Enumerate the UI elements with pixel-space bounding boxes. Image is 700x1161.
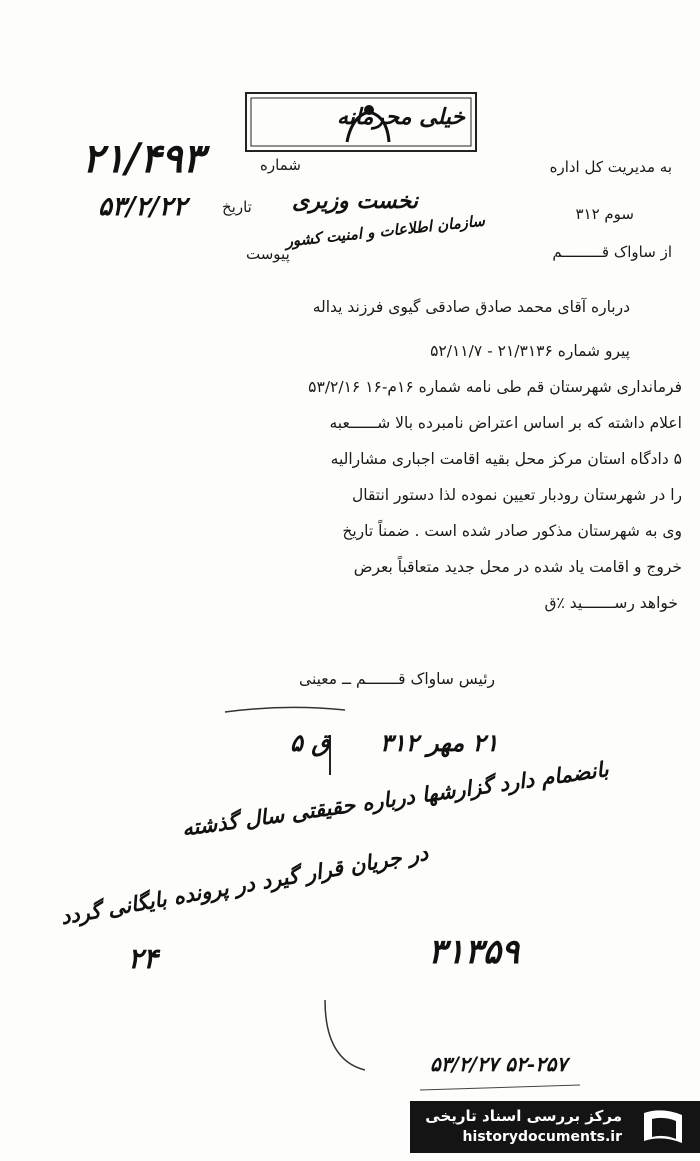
number-label: شماره bbox=[260, 156, 301, 174]
archive-url: historydocuments.ir bbox=[462, 1129, 622, 1145]
body-line: فرمانداری شهرستان قم طی نامه شماره ۱۶م-۱۶ ۵۳/۲/۱۶ bbox=[308, 378, 682, 396]
signature-line: رئیس ساواک قـــــــم ــ معینی bbox=[299, 670, 495, 688]
handwritten-note: ۲۴ bbox=[128, 942, 159, 975]
handwritten-note: ق ۵ bbox=[290, 728, 330, 757]
archive-book-icon bbox=[638, 1105, 688, 1149]
to-line: به مدیریت کل اداره bbox=[549, 158, 672, 176]
body-line: ۵ دادگاه استان مرکز محل بقیه اقامت اجباری مشارالیه bbox=[330, 450, 682, 468]
archive-title: مرکز بررسی اسناد تاریخی bbox=[425, 1107, 622, 1125]
stamp-text: خیلی محرمانه bbox=[336, 104, 465, 130]
org-name: سازمان اطلاعات و امنیت کشور bbox=[284, 211, 486, 251]
handwritten-note: ۳۱۳۵۹ bbox=[428, 932, 520, 972]
body-line: اعلام داشته که بر اساس اعتراض نامبرده بالا شــــــعبه bbox=[329, 414, 682, 432]
handwritten-note: در جریان قرار گیرد در پرونده بایگانی گردد bbox=[58, 839, 430, 930]
subject-line: درباره آقای محمد صادق صادقی گیوی فرزند یداله bbox=[312, 298, 630, 316]
section: سوم ۳۱۲ bbox=[575, 205, 634, 223]
handwritten-note: ۵۳/۲/۲۷ ۵۲-۲۵۷ bbox=[430, 1052, 568, 1076]
body-line: وی به شهرستان مذکور صادر شده است . ضمناً تاریخ bbox=[342, 522, 682, 540]
date-label: تاریخ bbox=[222, 198, 252, 216]
number-value: ۲۱/۴۹۳ bbox=[82, 135, 205, 182]
attachment-label: پیوست bbox=[246, 245, 290, 263]
handwritten-note: ۲۱ مهر ۳۱۲ bbox=[380, 728, 499, 757]
body-line: خروج و اقامت یاد شده در محل جدید متعاقباً بعرض bbox=[353, 558, 682, 576]
ministry-name: نخست وزیری bbox=[292, 188, 418, 214]
archive-logo-bar bbox=[410, 1101, 700, 1153]
from-line: از ساواک قـــــــــم bbox=[552, 243, 672, 261]
handwritten-note: بانضمام دارد گزارشها درباره حقیقتی سال گذشته bbox=[180, 756, 611, 841]
body-line: خواهد رســـــــید ٪ق bbox=[544, 594, 678, 612]
date-value: ۵۳/۲/۲۲ bbox=[98, 192, 187, 222]
body-line: را در شهرستان رودبار تعیین نموده لذا دستور انتقال bbox=[351, 486, 682, 504]
reference-line: پیرو شماره ۲۱/۳۱۳۶ - ۵۲/۱۱/۷ bbox=[430, 342, 630, 360]
